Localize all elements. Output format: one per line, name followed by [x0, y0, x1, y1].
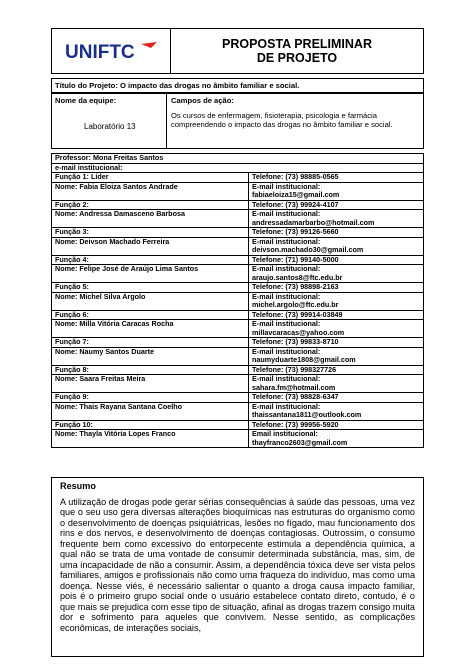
member-name: Nome: Michel Silva Argolo — [52, 292, 249, 310]
member-email: naumyduarte1808@gmail.com — [252, 355, 356, 364]
member-phone: Telefone: (73) 98885-0565 — [249, 173, 424, 183]
member-role-row — [52, 283, 424, 293]
member-name: Nome: Felipe José de Araújo Lima Santos — [52, 265, 249, 283]
member-name: Nome: Naumy Santos Duarte — [52, 347, 249, 365]
document-title — [171, 29, 423, 73]
member-email: thaissantana1811@outlook.com — [252, 410, 362, 419]
member-email: andressadamarbarbo@hotmail.com — [252, 217, 375, 227]
member-name: Nome: Andressa Damasceno Barbosa — [52, 210, 249, 228]
member-name-row — [52, 402, 424, 420]
member-name: Nome: Deivson Machado Ferreira — [52, 237, 249, 255]
team-name-cell — [52, 94, 167, 148]
member-role: Função 2: — [52, 200, 249, 210]
member-email-cell — [249, 182, 424, 200]
team-label: Nome da equipe: — [55, 96, 117, 105]
member-name: Nome: Fabia Eloiza Santos Andrade — [52, 182, 249, 200]
member-email: araujo.santos8@ftc.edu.br — [252, 272, 343, 282]
member-email-label: E-mail institucional: — [252, 181, 321, 191]
summary-text: A utilização de drogas pode gerar sérias consequências à saúde das pessoas, uma vez que o seu uso gera diversas alterações bioquímicas nas estruturas do organismo como o desenvolvimento de doenças psiquiátricas, lesões no fígado, mau funcionamento dos rins e dos nervos, e desenvolvimento de doenças contagiosas. Outrossim, o consumo frequente bem como excessivo do entorpecente estimula a dependência química, a qual não se trata de uma vontade de consumir determinada substância, mas, sim, de uma incapacidade de não a consumir. Assim, a dependência tóxica deve ser vista pelos familiares, amigos e profissionais não como uma fraqueza do indivíduo, mas como uma doença. Nesse viés, é necessário salientar o quanto a droga causa impacto familiar, pois é o primeiro grupo social onde o usuário estabelece contato direto, contudo, é o que mais se prejudica com esse tipo de situação, afinal as drogas trazem consigo muita dor e sofrimento para aqueles que convivem. Nesse sentido, as complicações econômicas, de interações sociais, — [60, 496, 415, 633]
member-email-cell — [249, 265, 424, 283]
member-name-row — [52, 430, 424, 448]
member-email-cell — [249, 320, 424, 338]
member-phone: Telefone: (73) 99924-4107 — [249, 200, 424, 210]
member-name-row — [52, 320, 424, 338]
member-email-label: Email institucional: — [252, 429, 318, 438]
fields-cell — [167, 94, 423, 148]
member-email: sahara.fm@hotmail.com — [252, 382, 336, 392]
member-name-row — [52, 347, 424, 365]
summary-heading: Resumo — [60, 481, 96, 491]
member-role: Função 1: Líder — [52, 173, 249, 183]
member-name-row — [52, 292, 424, 310]
member-name: Nome: Thayla Vitória Lopes Franco — [52, 430, 249, 448]
member-phone: Telefone: (73) 998327726 — [249, 365, 424, 375]
member-name: Nome: Saara Freitas Meira — [52, 375, 249, 393]
logo-text: UNIFTC — [65, 42, 135, 63]
member-email-cell — [249, 292, 424, 310]
member-phone: Telefone: (73) 99126-5660 — [249, 228, 424, 238]
professor-row — [52, 154, 424, 164]
member-email: deivson.machado30@gmail.com — [252, 245, 364, 254]
title-line-1: PROPOSTA PRELIMINAR — [221, 37, 372, 51]
member-role: Função 5: — [52, 283, 249, 293]
member-name-row — [52, 265, 424, 283]
member-email-label: E-mail institucional: — [252, 291, 321, 301]
member-email-cell — [249, 347, 424, 365]
member-role: Função 7: — [52, 338, 249, 348]
professor-email-label: e-mail institucional: — [52, 163, 424, 173]
project-title: Título do Projeto: O impacto das drogas no âmbito familiar e social. — [51, 78, 424, 93]
member-email-label: E-mail institucional: — [252, 346, 321, 356]
member-role: Função 4: — [52, 255, 249, 265]
member-role: Função 10: — [52, 420, 249, 430]
member-email-cell — [249, 237, 424, 255]
member-phone: Telefone: (73) 99914-03849 — [249, 310, 424, 320]
member-email-label: E-mail institucional: — [252, 209, 321, 218]
member-role: Função 3: — [52, 228, 249, 238]
members-table — [51, 153, 424, 448]
member-role-row — [52, 338, 424, 348]
member-name: Nome: Milla Vitória Caracas Rocha — [52, 320, 249, 338]
document-header — [51, 28, 424, 74]
summary-section — [51, 477, 424, 657]
member-role-row — [52, 393, 424, 403]
member-email-label: E-mail institucional: — [252, 374, 321, 383]
member-name-row — [52, 210, 424, 228]
member-phone: Telefone: (73) 99956-5920 — [249, 420, 424, 430]
member-phone: Telefone: (73) 98828-6347 — [249, 393, 424, 403]
member-email: millavcaracas@yahoo.com — [252, 327, 345, 337]
member-role-row — [52, 173, 424, 183]
member-email: fabiaeloiza15@gmail.com — [252, 190, 340, 199]
member-role: Função 6: — [52, 310, 249, 320]
member-name: Nome: Thais Rayana Santana Coelho — [52, 402, 249, 420]
member-name-row — [52, 237, 424, 255]
member-name-row — [52, 375, 424, 393]
member-phone: Telefone: (71) 99140-5000 — [249, 255, 424, 265]
member-email-label: E-mail institucional: — [252, 236, 321, 246]
fields-text: Os cursos de enfermagem, fisioterapia, psicologia e farmácia compreendendo o impacto das drogas no âmbito familiar e social. — [171, 110, 393, 129]
member-role: Função 9: — [52, 393, 249, 403]
member-role-row — [52, 228, 424, 238]
member-email-label: E-mail institucional: — [252, 264, 321, 273]
member-email-label: E-mail institucional: — [252, 401, 321, 411]
member-email: thayfranco2603@gmail.com — [252, 437, 348, 447]
logo — [52, 29, 171, 73]
fields-label: Campos de ação: — [171, 96, 234, 105]
member-email-cell — [249, 375, 424, 393]
member-name-row — [52, 182, 424, 200]
member-role: Função 8: — [52, 365, 249, 375]
logo-accent-shape — [141, 42, 157, 48]
team-name: Laboratório 13 — [84, 122, 136, 131]
title-line-2: DE PROJETO — [256, 51, 338, 65]
member-email-cell — [249, 430, 424, 448]
member-email-cell — [249, 402, 424, 420]
member-email-label: E-mail institucional: — [252, 319, 321, 328]
member-email: michel.argolo@ftc.edu.br — [252, 300, 339, 309]
member-phone: Telefone: (73) 99833-8710 — [249, 338, 424, 348]
team-section — [51, 93, 424, 149]
member-phone: Telefone: (73) 98898-2163 — [249, 283, 424, 293]
member-email-cell — [249, 210, 424, 228]
professor-name: Professor: Mona Freitas Santos — [52, 154, 424, 164]
uniftc-logo-icon — [63, 38, 159, 64]
